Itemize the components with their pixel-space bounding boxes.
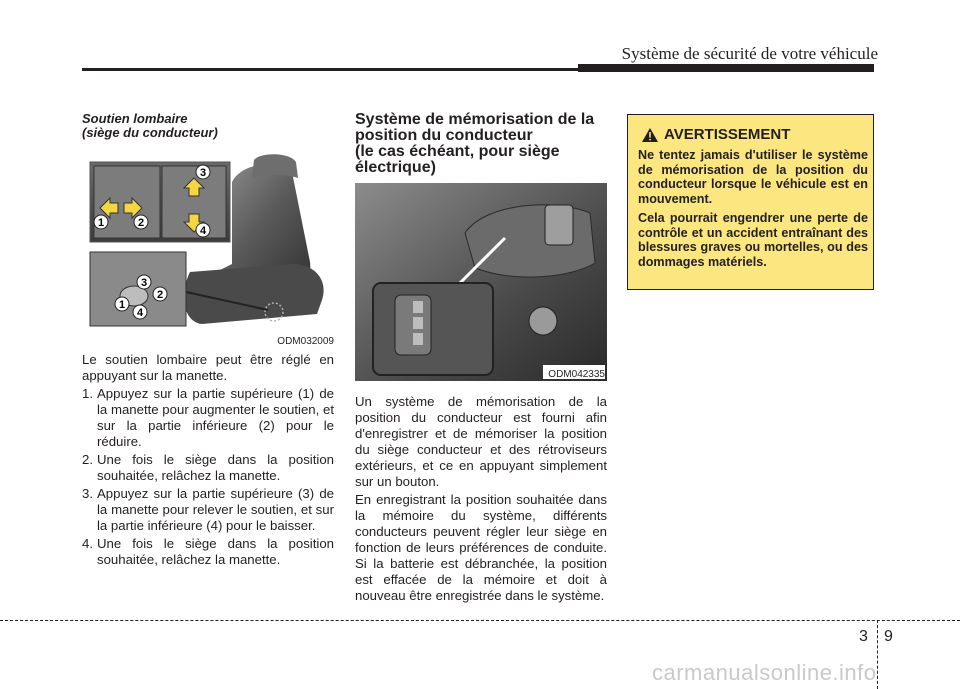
- footer-dashed-rule: [0, 620, 960, 621]
- callout-2-bottom: 2: [156, 289, 164, 301]
- callout-1-top: 1: [97, 217, 105, 229]
- memory-paragraph-2: En enregistrant la position souhaitée dans la mémoire du système, différents conducteurs peuvent régler leur siège en fonction de leurs préférences de conduite. Si la batterie est débranchée, la position est effacée de la mémoire et doit à nouveau être enregistrée dans le système.: [355, 492, 607, 603]
- callout-4-bottom: 4: [136, 307, 144, 319]
- memory-figure-code: ODM042335: [548, 369, 605, 380]
- lumbar-subtitle-line1: Soutien lombaire: [82, 111, 188, 126]
- lumbar-seat-illustration: [82, 152, 334, 332]
- list-item: [82, 486, 334, 534]
- callout-2-top: 2: [137, 217, 145, 229]
- lumbar-steps-list: [82, 386, 334, 570]
- memory-figure: [355, 183, 607, 381]
- list-item-text: Une fois le siège dans la position souhaitée, relâchez la manette.: [97, 452, 334, 483]
- list-item-number: 2.: [82, 452, 93, 467]
- header-rule-thick: [578, 64, 874, 72]
- callout-3-bottom: 3: [140, 277, 148, 289]
- footer-vertical-dashed-rule: [877, 620, 878, 689]
- memory-title-line2: position du conducteur: [355, 127, 533, 144]
- warning-paragraph-2: Cela pourrait engendrer une perte de contrôle et un accident entraînant des blessures graves ou mortelles, ou des dommages matériels.: [638, 211, 868, 269]
- callout-1-bottom: 1: [118, 299, 126, 311]
- seat-cushion-shape: [184, 264, 323, 324]
- lumbar-subtitle-line2: (siège du conducteur): [82, 125, 218, 140]
- warning-triangle-icon: [642, 128, 658, 142]
- warning-body: [638, 148, 868, 274]
- memory-button-icon: [413, 317, 423, 329]
- list-item-text: Appuyez sur la partie supérieure (3) de la manette pour relever le soutien, et sur la partie inférieure (4) pour le baisser.: [97, 486, 334, 533]
- memory-title-line1: Système de mémorisation de la: [355, 111, 595, 128]
- list-item-number: 1.: [82, 386, 93, 401]
- memory-switch-cluster: [545, 205, 573, 245]
- memory-paragraph-1: Un système de mémorisation de la position du conducteur est fourni afin d'enregistrer et de mémoriser la position du siège conducteur et des rétroviseurs extérieurs, et ce en appuyant simplement sur un bouton.: [355, 394, 607, 489]
- list-item: [82, 452, 334, 484]
- memory-button-icon: [413, 301, 423, 313]
- callout-3-top: 3: [199, 167, 207, 179]
- warning-title-row: [642, 126, 790, 143]
- memory-section-title: [355, 112, 607, 176]
- memory-button-icon: [413, 333, 423, 345]
- lumbar-intro: Le soutien lombaire peut être réglé en appuyant sur la manette.: [82, 352, 334, 383]
- chapter-number: 3: [859, 628, 868, 645]
- lumbar-figure-code: ODM032009: [277, 336, 334, 347]
- callout-4-top: 4: [199, 225, 207, 237]
- warning-box: [627, 114, 874, 290]
- headrest-shape: [252, 154, 298, 178]
- page-number: 9: [884, 628, 893, 645]
- door-panel-illustration: [355, 183, 607, 381]
- warning-paragraph-1: Ne tentez jamais d'utiliser le système de mémorisation de la position du conducteur lorsque le véhicule est en mouvement.: [638, 148, 868, 206]
- list-item-number: 4.: [82, 536, 93, 551]
- memory-title-line3: (le cas échéant, pour siège: [355, 143, 560, 160]
- site-watermark: carmanualsonline.info: [652, 660, 877, 685]
- mirror-control-knob: [529, 307, 557, 335]
- warning-title: AVERTISSEMENT: [664, 126, 791, 143]
- page-header-title: Système de sécurité de votre véhicule: [621, 44, 878, 63]
- list-item-text: Une fois le siège dans la position souhaitée, relâchez la manette.: [97, 536, 334, 567]
- list-item: [82, 536, 334, 568]
- list-item-text: Appuyez sur la partie supérieure (1) de la manette pour augmenter le soutien, et sur la partie inférieure (2) pour le réduire.: [97, 386, 334, 449]
- memory-title-line4: électrique): [355, 159, 436, 176]
- lumbar-subtitle: [82, 112, 334, 140]
- header-rule: [82, 68, 578, 71]
- memory-inset-panel: [373, 283, 493, 375]
- list-item-number: 3.: [82, 486, 93, 501]
- list-item: [82, 386, 334, 450]
- lumbar-figure: [82, 152, 334, 332]
